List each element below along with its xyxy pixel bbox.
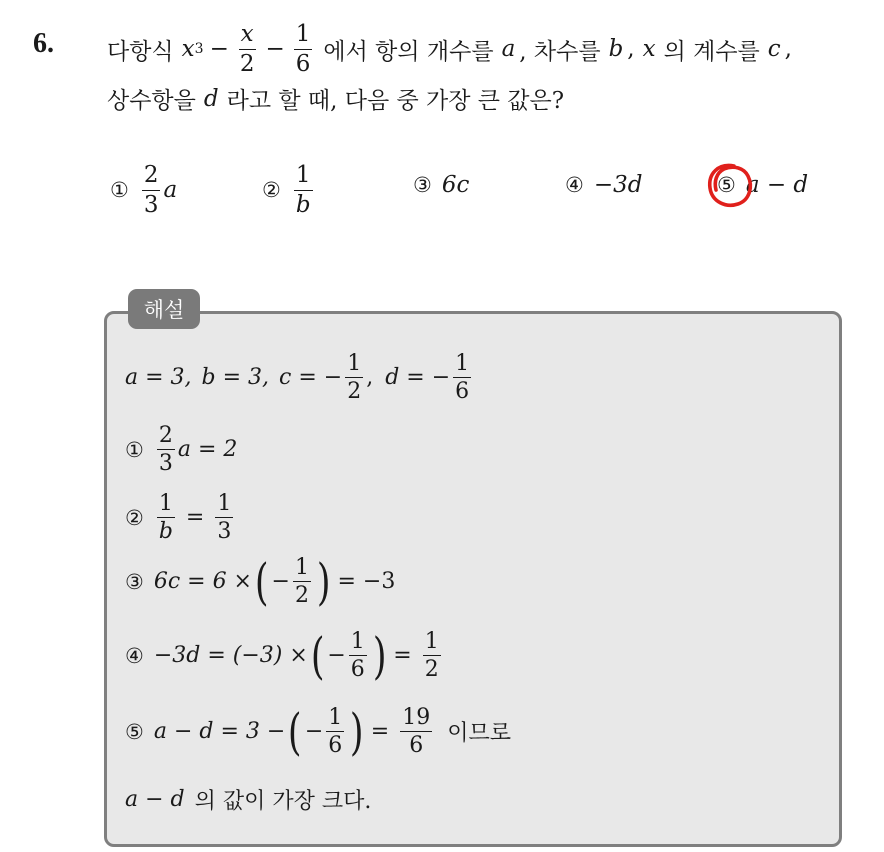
sol7-text: 의 값이 가장 크다. [194, 789, 372, 814]
sol6-eq: = [370, 719, 390, 745]
frac-denominator: 6 [409, 733, 424, 759]
sol-mark: ① [125, 437, 144, 462]
sol6-frac2 [400, 706, 432, 757]
frac-numerator: 1 [453, 352, 471, 378]
question-line-1 [107, 22, 792, 76]
solution-box [104, 311, 842, 847]
sol-a: a = 3, [125, 365, 192, 391]
solution-tag: 해설 [128, 289, 200, 329]
var-a: a [501, 36, 516, 62]
sol-c-frac [345, 352, 363, 403]
frac-denominator: 3 [143, 191, 159, 218]
sol4-lhs: 6c = 6 × [153, 569, 252, 595]
choice-4-expr: −3d [593, 172, 643, 198]
choice-3[interactable] [413, 172, 469, 198]
answer-circle-icon [704, 160, 756, 212]
question-intro: 다항식 [107, 38, 174, 65]
sol6-lhs: a − d = 3 − [153, 719, 286, 745]
frac-denominator: 2 [239, 50, 255, 77]
question-text-b: , 차수를 [519, 38, 601, 65]
frac-denominator: 2 [347, 379, 362, 405]
sol-b: b = 3, [201, 365, 270, 391]
solution-line-7 [125, 784, 371, 815]
question-line2-end: 라고 할 때, 다음 중 가장 큰 값은? [226, 88, 565, 114]
sol-comma: , [366, 365, 374, 391]
choice-5-expr: a − d [745, 172, 809, 198]
sol4-frac [293, 556, 311, 607]
frac-numerator: 19 [400, 706, 432, 732]
frac-denominator: 2 [294, 583, 309, 609]
sol6-tail: 이므로 [447, 721, 511, 747]
sol6-open-paren: ( [288, 702, 302, 761]
frac-numerator: 1 [349, 630, 367, 656]
sol4-close-paren: ) [316, 552, 331, 611]
choice-mark: ⑤ [717, 173, 736, 197]
question-line-2 [107, 82, 564, 115]
choice-mark: ① [110, 178, 129, 202]
choice-3-expr: 6c [441, 172, 470, 198]
frac-numerator: 1 [423, 630, 441, 656]
frac-denominator: 6 [455, 379, 470, 405]
choice-mark: ② [262, 178, 281, 202]
frac-numerator: 1 [293, 556, 311, 582]
poly-minus-1: − [209, 36, 229, 62]
frac-numerator: x [239, 22, 256, 49]
sol3-frac2 [215, 492, 233, 543]
var-b: b [608, 36, 624, 62]
choice-1[interactable] [110, 162, 177, 218]
choice-4[interactable] [565, 172, 642, 198]
sol2-rest: a = 2 [177, 437, 238, 463]
sol5-minus: − [327, 643, 346, 669]
solution-line-6 [125, 702, 511, 761]
question-text-c: 의 계수를 [663, 38, 760, 65]
question-line2-start: 상수항을 [107, 88, 196, 114]
sol5-close-paren: ) [372, 626, 387, 685]
choice-1-frac [142, 163, 161, 216]
sol3-eq: = [185, 505, 205, 531]
solution-line-5 [125, 626, 444, 685]
question-text-a: 에서 항의 개수를 [323, 38, 494, 65]
frac-numerator: 2 [142, 163, 161, 190]
poly-exponent: 3 [194, 41, 204, 57]
frac-denominator: b [295, 191, 311, 218]
frac-denominator: 6 [350, 657, 365, 683]
sol5-frac [349, 630, 367, 681]
sol-d-lhs: d = − [385, 365, 451, 391]
sol4-minus: − [271, 569, 290, 595]
sol4-open-paren: ( [254, 552, 269, 611]
sol5-frac2 [423, 630, 441, 681]
var-d: d [203, 85, 219, 112]
frac-denominator: 6 [295, 50, 311, 77]
separator-1: , [627, 36, 635, 62]
poly-frac-1-6 [294, 22, 313, 75]
poly-x: x [181, 36, 195, 62]
sol6-minus: − [304, 719, 324, 745]
solution-line-4 [125, 552, 396, 611]
frac-numerator: 1 [345, 352, 363, 378]
frac-numerator: 1 [157, 492, 175, 518]
frac-numerator: 1 [294, 22, 313, 49]
sol2-frac [157, 424, 175, 475]
sol4-rhs: = −3 [337, 569, 396, 595]
poly-frac-x-2 [238, 22, 257, 75]
sol6-close-paren: ) [350, 702, 364, 761]
solution-line-2 [125, 424, 237, 475]
sol5-open-paren: ( [310, 626, 325, 685]
solution-line-1 [125, 352, 474, 403]
frac-denominator: b [158, 519, 173, 545]
sol-c-lhs: c = − [279, 365, 343, 391]
separator-2: , [784, 36, 792, 62]
choice-2[interactable] [262, 162, 316, 218]
frac-denominator: 6 [328, 733, 343, 759]
sol-d-frac [453, 352, 471, 403]
poly-minus-2: − [265, 36, 285, 62]
frac-numerator: 2 [157, 424, 175, 450]
frac-denominator: 3 [158, 451, 173, 477]
var-x: x [642, 36, 656, 62]
choice-2-frac [294, 163, 313, 216]
question-number: 6. [33, 28, 54, 59]
frac-denominator: 2 [424, 657, 439, 683]
sol6-frac [326, 706, 344, 757]
choice-mark: ③ [413, 173, 432, 197]
sol-mark: ④ [125, 643, 144, 668]
var-c: c [767, 36, 781, 62]
frac-denominator: 3 [217, 519, 232, 545]
frac-numerator: 1 [326, 706, 344, 732]
sol-mark: ② [125, 505, 144, 530]
sol-mark: ⑤ [125, 719, 144, 744]
sol3-frac1 [157, 492, 175, 543]
sol-mark: ③ [125, 569, 144, 594]
choice-1-var: a [163, 177, 178, 203]
sol5-lhs: −3d = (−3) × [153, 643, 308, 669]
choice-mark: ④ [565, 173, 584, 197]
sol7-expr: a − d [125, 787, 185, 812]
frac-numerator: 1 [215, 492, 233, 518]
solution-line-3 [125, 492, 236, 543]
sol5-eq: = [393, 643, 412, 669]
frac-numerator: 1 [294, 163, 313, 190]
